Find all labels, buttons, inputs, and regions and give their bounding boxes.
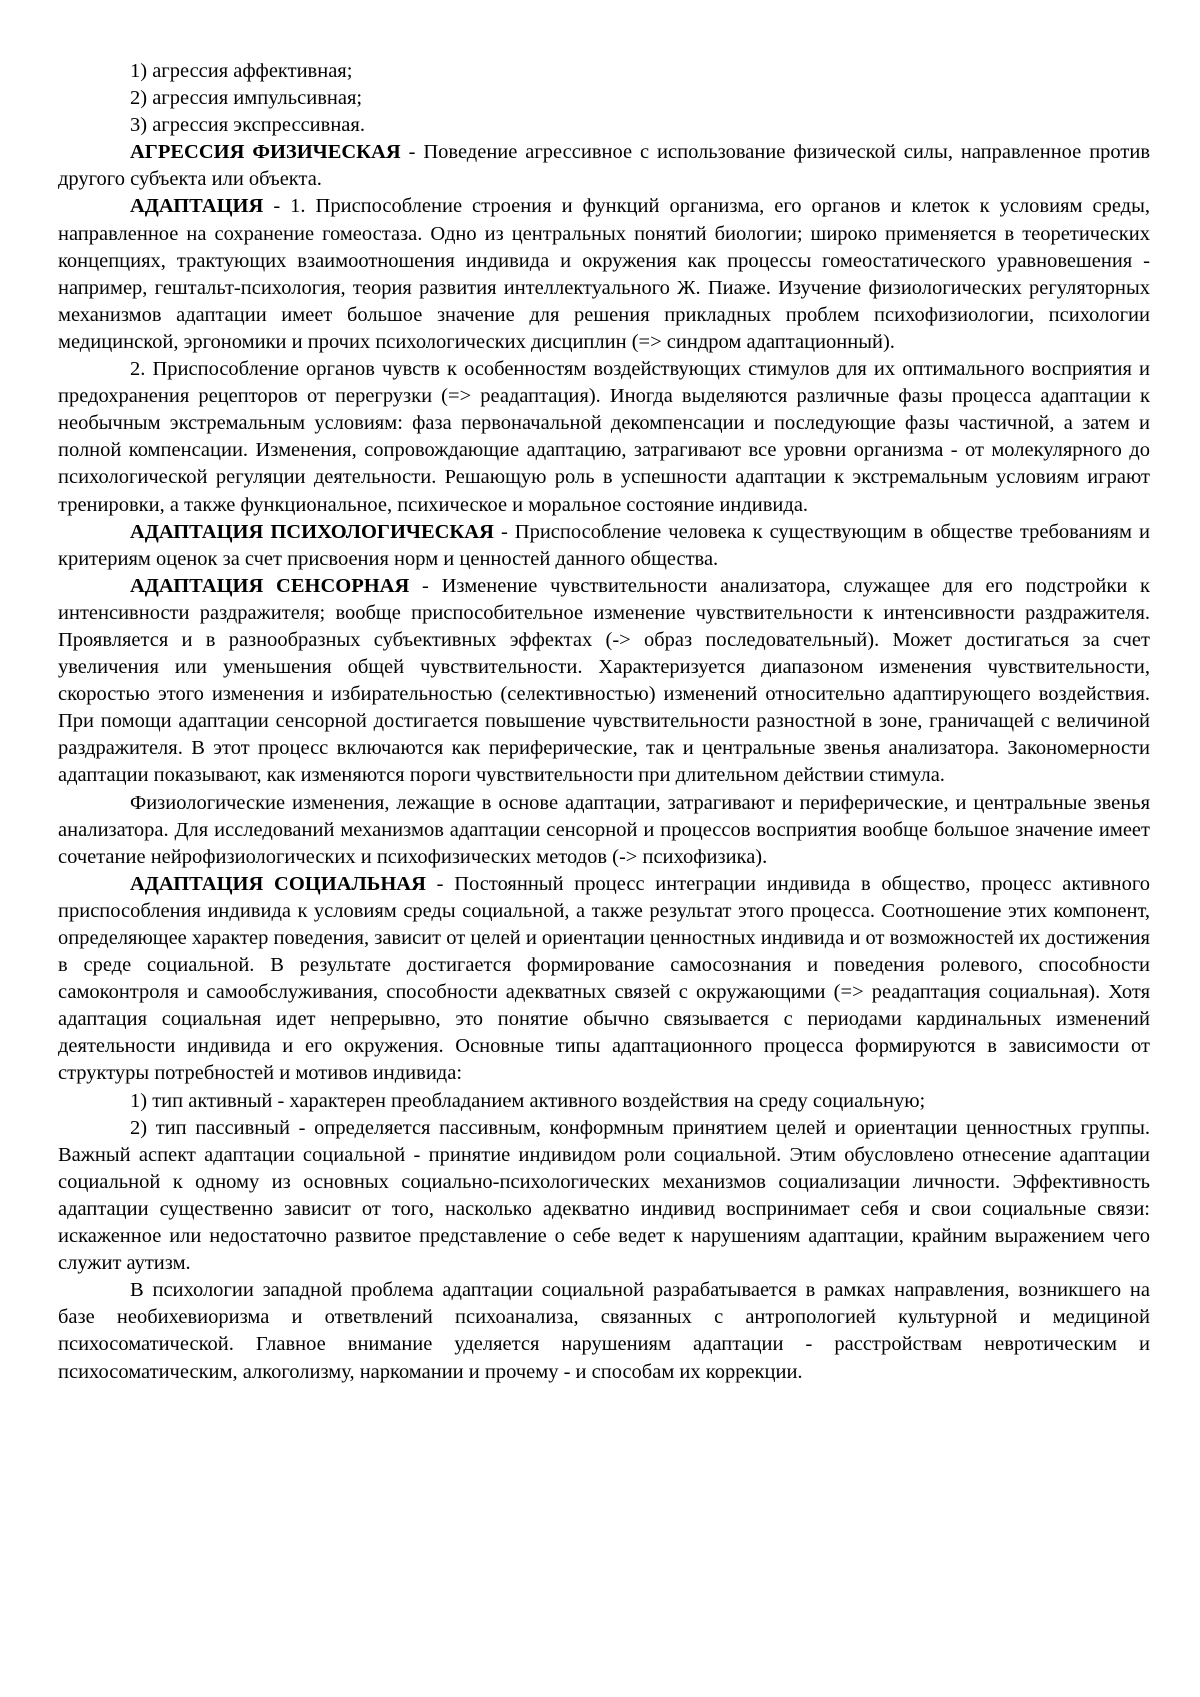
entry-term: АДАПТАЦИЯ СЕНСОРНАЯ	[130, 575, 409, 597]
paragraph-text: 2) агрессия импульсивная;	[130, 87, 362, 109]
entry-adaptation-social	[58, 871, 1150, 1088]
entry-definition: - Поведение агрессивное с использование физической силы, направленное против другого субъекта или объекта.	[58, 141, 1150, 190]
list-item-aggression-impulsive	[58, 85, 1150, 112]
paragraph-text: 2. Приспособление органов чувств к особенностям воздействующих стимулов для их оптимального восприятия и предохранения рецепторов от перегрузки (=> реадаптация). Иногда выделяются различные фазы процесса адаптации к необычным экстремальным условиям: фаза первоначальной декомпенсации и последующие фазы частичной, а затем и полной компенсации. Изменения, сопровождающие адаптацию, затрагивают все уровни организма - от молекулярного до психологической регуляции деятельности. Решающую роль в успешности адаптации к экстремальным условиям играют тренировки, а также функциональное, психическое и моральное состояние индивида.	[58, 358, 1150, 515]
paragraph-western-psychology	[58, 1277, 1150, 1385]
entry-term: АГРЕССИЯ ФИЗИЧЕСКАЯ	[130, 141, 401, 163]
paragraph-text: 3) агрессия экспрессивная.	[130, 114, 365, 136]
list-item-aggression-affective	[58, 58, 1150, 85]
entry-definition: - Приспособление человека к существующим в обществе требованиям и критериям оценок за счет присвоения норм и ценностей данного общества.	[58, 521, 1150, 570]
list-item-type-passive	[58, 1115, 1150, 1278]
paragraph-text: В психологии западной проблема адаптации социальной разрабатывается в рамках направления, возникшего на базе необихевиоризма и ответвлений психоанализа, связанных с антропологией культурной и медициной психосоматической. Главное внимание уделяется нарушениям адаптации - расстройствам невротическим и психосоматическим, алкоголизму, наркомании и прочему - и способам их коррекции.	[58, 1279, 1150, 1382]
paragraph-text: 1) агрессия аффективная;	[130, 60, 352, 82]
paragraph-physiological-changes	[58, 790, 1150, 871]
entry-adaptation-sensory	[58, 573, 1150, 790]
document-page	[0, 0, 1200, 1697]
entry-aggression-physical	[58, 139, 1150, 193]
entry-term: АДАПТАЦИЯ СОЦИАЛЬНАЯ	[130, 873, 426, 895]
entry-adaptation-psychological	[58, 519, 1150, 573]
paragraph-text: 2) тип пассивный - определяется пассивным, конформным принятием целей и ориентации ценностных группы. Важный аспект адаптации социальной - принятие индивидом роли социальной. Этим обусловлено отнесение адаптации социальной к одному из основных социально-психологических механизмов социализации личности. Эффективность адаптации существенно зависит от того, насколько адекватно индивид воспринимает себя и свои социальные связи: искаженное или недостаточно развитое представление о себе ведет к нарушениям адаптации, крайним выражением чего служит аутизм.	[58, 1117, 1150, 1274]
list-item-type-active	[58, 1088, 1150, 1115]
entry-term: АДАПТАЦИЯ	[130, 195, 263, 217]
entry-definition: - 1. Приспособление строения и функций организма, его органов и клеток к условиям среды, направленное на сохранение гомеостаза. Одно из центральных понятий биологии; широко применяется в теоретических концепциях, трактующих взаимоотношения индивида и окружения как процессы гомеостатического уравновешения - например, гештальт-психология, теория развития интеллектуального Ж. Пиаже. Изучение физиологических регуляторных механизмов адаптации имеет большое значение для решения прикладных проблем психофизиологии, психологии медицинской, эргономики и прочих психологических дисциплин (=> синдром адаптационный).	[58, 195, 1150, 352]
entry-definition: - Изменение чувствительности анализатора, служащее для его подстройки к интенсивности раздражителя; вообще приспособительное изменение чувствительности к интенсивности раздражителя. Проявляется и в разнообразных субъективных эффектах (-> образ последовательный). Может достигаться за счет увеличения или уменьшения общей чувствительности. Характеризуется диапазоном изменения чувствительности, скоростью этого изменения и избирательностью (селективностью) изменений относительно адаптирующего воздействия. При помощи адаптации сенсорной достигается повышение чувствительности разностной в зоне, граничащей с величиной раздражителя. В этот процесс включаются как периферические, так и центральные звенья анализатора. Закономерности адаптации показывают, как изменяются пороги чувствительности при длительном действии стимула.	[58, 575, 1150, 787]
entry-adaptation	[58, 193, 1150, 356]
paragraph-text: 1) тип активный - характерен преобладанием активного воздействия на среду социальную;	[130, 1090, 925, 1112]
entry-definition: - Постоянный процесс интеграции индивида в общество, процесс активного приспособления индивида к условиям среды социальной, а также результат этого процесса. Соотношение этих компонент, определяющее характер поведения, зависит от целей и ориентации ценностных индивида и от возможностей их достижения в среде социальной. В результате достигается формирование самосознания и поведения ролевого, способности самоконтроля и самообслуживания, способности адекватных связей с окружающими (=> реадаптация социальная). Хотя адаптация социальная идет непрерывно, это понятие обычно связывается с периодами кардинальных изменений деятельности индивида и его окружения. Основные типы адаптационного процесса формируются в зависимости от структуры потребностей и мотивов индивида:	[58, 873, 1150, 1085]
list-item-aggression-expressive	[58, 112, 1150, 139]
paragraph-text: Физиологические изменения, лежащие в основе адаптации, затрагивают и периферические, и центральные звенья анализатора. Для исследований механизмов адаптации сенсорной и процессов восприятия вообще большое значение имеет сочетание нейрофизиологических и психофизических методов (-> психофизика).	[58, 792, 1150, 868]
entry-term: АДАПТАЦИЯ ПСИХОЛОГИЧЕСКАЯ	[130, 521, 494, 543]
entry-adaptation-part-2	[58, 356, 1150, 519]
